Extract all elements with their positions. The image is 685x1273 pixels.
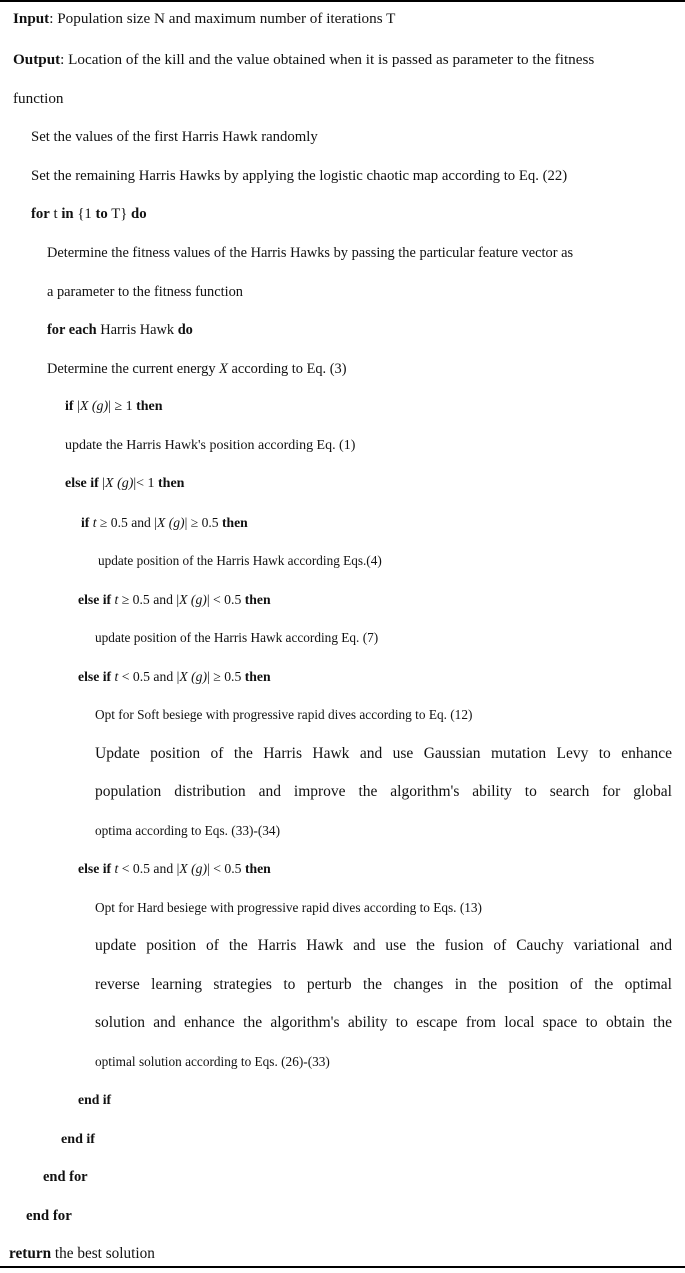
else-if-energy-lt-1-line: else if |X (g)|< 1 then xyxy=(65,476,185,491)
output-line-2: function xyxy=(13,90,64,107)
kw-for: for xyxy=(31,206,50,222)
var-x: X xyxy=(219,361,228,377)
else-if-t-ge-05-x-lt-05-line: else if t ≥ 0.5 and |X (g)| < 0.5 then xyxy=(78,592,271,607)
hard-besiege-line: Opt for Hard besiege with progressive rapid dives according to Eqs. (13) xyxy=(95,900,482,915)
kw-for-each: for each xyxy=(47,322,97,338)
kw-in: in xyxy=(61,206,74,222)
gaussian-line-2: population distribution and improve the algorithm's ability to search for global xyxy=(95,783,672,800)
fitness-line-1: Determine the fitness values of the Harris Hawks by passing the particular feature vector as xyxy=(47,245,574,261)
output-label: Output xyxy=(13,51,61,68)
cauchy-line-4: optimal solution according to Eqs. (26)-(33) xyxy=(95,1054,330,1069)
input-text: : Population size N and maximum number of iterations T xyxy=(49,10,396,27)
input-line xyxy=(13,0,685,38)
set-first-line: Set the values of the first Harris Hawk randomly xyxy=(31,129,318,145)
kw-do: do xyxy=(177,322,193,338)
bottom-rule xyxy=(0,1266,685,1268)
cauchy-line-2: reverse learning strategies to perturb the changes in the position of the optimal xyxy=(95,976,672,993)
input-label: Input xyxy=(13,10,50,27)
update-eq7-line: update position of the Harris Hawk according Eq. (7) xyxy=(95,630,379,645)
cauchy-line-1: update position of the Harris Hawk and use the fusion of Cauchy variational and xyxy=(95,937,672,954)
cauchy-line-3: solution and enhance the algorithm's ability to escape from local space to obtain the xyxy=(95,1014,672,1031)
output-text: : Location of the kill and the value obtained when it is passed as parameter to the fitness xyxy=(60,51,595,68)
output-line-1 xyxy=(13,41,685,79)
for-t-line: for t in {1 to T} do xyxy=(31,206,147,222)
if-t-ge-05-x-ge-05-line: if t ≥ 0.5 and |X (g)| ≥ 0.5 then xyxy=(81,515,248,530)
set-remaining-line: Set the remaining Harris Hawks by applying the logistic chaotic map according to Eq. (22) xyxy=(31,168,568,184)
return-line: return the best solution xyxy=(9,1245,155,1262)
end-if-inner: end if xyxy=(78,1092,112,1107)
else-if-t-lt-05-x-lt-05-line: else if t < 0.5 and |X (g)| < 0.5 then xyxy=(78,861,271,876)
end-if-outer: end if xyxy=(61,1131,95,1147)
end-for-inner: end for xyxy=(43,1169,88,1185)
soft-besiege-line: Opt for Soft besiege with progressive rapid dives according to Eq. (12) xyxy=(95,707,473,722)
for-each-line: for each Harris Hawk do xyxy=(47,322,193,338)
energy-line: Determine the current energy X according to Eq. (3) xyxy=(47,361,347,377)
else-if-t-lt-05-x-ge-05-line: else if t < 0.5 and |X (g)| ≥ 0.5 then xyxy=(78,669,271,684)
kw-do: do xyxy=(130,206,147,222)
kw-return: return xyxy=(9,1245,52,1262)
gaussian-line-3: optima according to Eqs. (33)-(34) xyxy=(95,823,280,838)
end-for-outer: end for xyxy=(26,1208,72,1224)
fitness-line-2: a parameter to the fitness function xyxy=(47,284,243,300)
gaussian-line-1: Update position of the Harris Hawk and use Gaussian mutation Levy to enhance xyxy=(95,745,672,762)
kw-to: to xyxy=(95,206,108,222)
update-eq4-line: update position of the Harris Hawk according Eqs.(4) xyxy=(98,553,382,568)
if-energy-ge-1-line: if |X (g)| ≥ 1 then xyxy=(65,399,163,414)
update-eq1-line: update the Harris Hawk's position according Eq. (1) xyxy=(65,438,356,453)
